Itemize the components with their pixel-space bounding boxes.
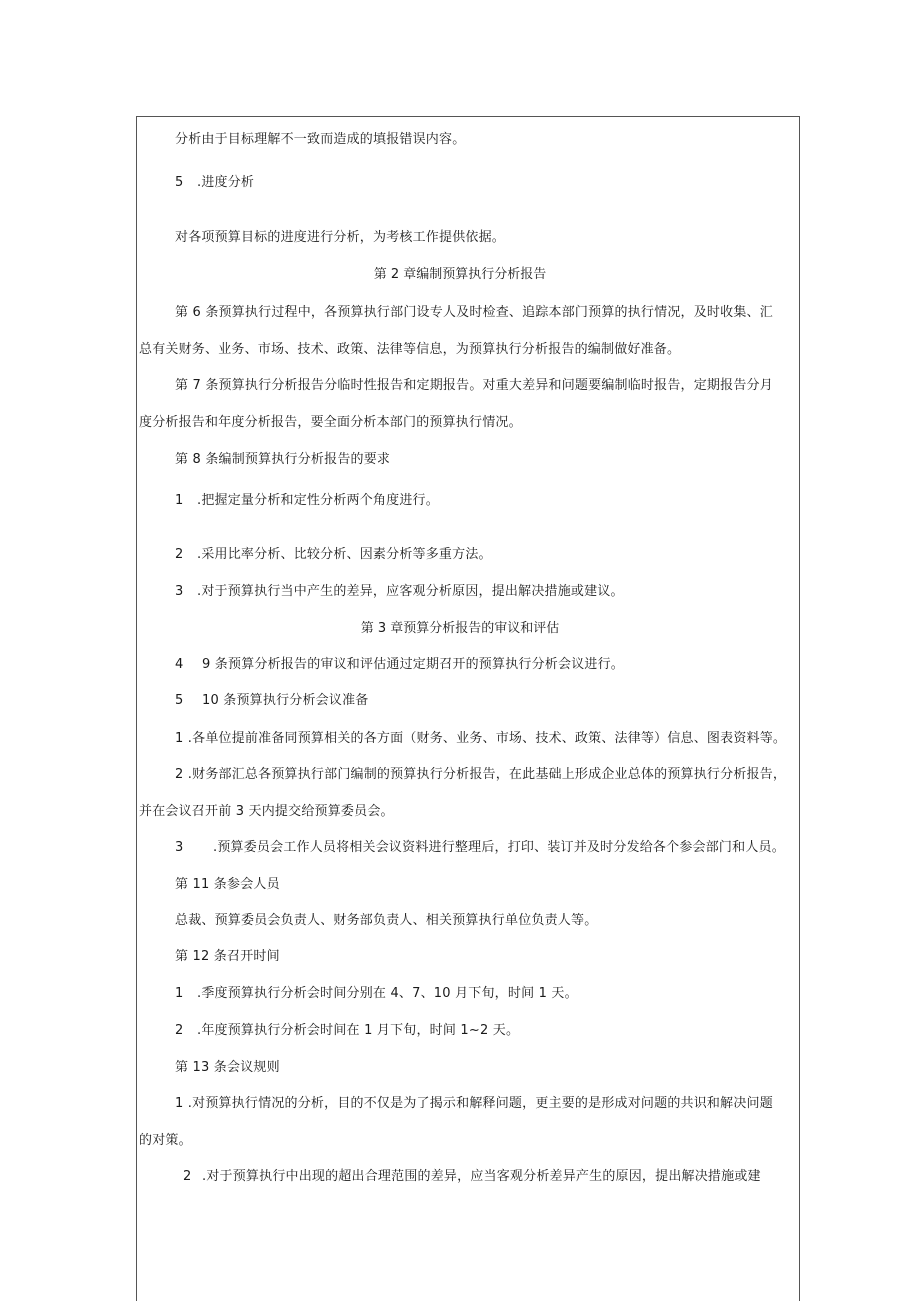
paragraph-line: 的对策。 [139,1133,192,1148]
list-number: 1 [175,493,184,508]
list-number: 2 [175,547,184,562]
list-item-text: .对于预算执行当中产生的差异，应客观分析原因，提出解决措施或建议。 [197,584,624,599]
list-number: 5 [175,693,184,708]
paragraph-line: 9 条预算分析报告的审议和评估通过定期召开的预算执行分析会议进行。 [202,657,625,672]
list-number: 4 [175,657,184,672]
paragraph-line: 分析由于目标理解不一致而造成的填报错误内容。 [175,132,466,147]
list-number: 5 [175,175,184,190]
list-number: 3 [175,584,184,599]
paragraph-line: 总有关财务、业务、市场、技术、政策、法律等信息，为预算执行分析报告的编制做好准备。 [139,342,681,357]
list-number: 2 [183,1169,192,1184]
paragraph-line: 第 6 条预算执行过程中，各预算执行部门设专人及时检查、追踪本部门预算的执行情况，及时收集、汇 [175,305,773,320]
paragraph-line: 并在会议召开前 3 天内提交给预算委员会。 [139,804,394,819]
list-number: 1 [175,986,184,1001]
list-item-text: .年度预算执行分析会时间在 1 月下旬，时间 1~2 天。 [197,1023,520,1038]
article-heading: 10 条预算执行分析会议准备 [202,693,369,708]
list-number: 3 [175,840,184,855]
list-item-text: .进度分析 [197,175,255,190]
list-item-text: .对于预算执行中出现的超出合理范围的差异，应当客观分析差异产生的原因，提出解决措施或建 [202,1169,761,1184]
list-item-text: .季度预算执行分析会时间分别在 4、7、10 月下旬，时间 1 天。 [197,986,578,1001]
list-item-text: 1 .各单位提前准备同预算相关的各方面（财务、业务、市场、技术、政策、法律等）信息、图表资料等。 [175,731,787,746]
list-item-text: .采用比率分析、比较分析、因素分析等多重方法。 [197,547,492,562]
list-item-text: .预算委员会工作人员将相关会议资料进行整理后，打印、装订并及时分发给各个参会部门和人员。 [213,840,785,855]
list-item-text: 2 .财务部汇总各预算执行部门编制的预算执行分析报告，在此基础上形成企业总体的预算执行分析报告， [175,767,787,782]
paragraph-line: 第 7 条预算执行分析报告分临时性报告和定期报告。对重大差异和问题要编制临时报告，定期报告分月 [175,378,773,393]
paragraph-line: 总裁、预算委员会负责人、财务部负责人、相关预算执行单位负责人等。 [175,913,598,928]
chapter-heading: 第 3 章预算分析报告的审议和评估 [360,621,560,636]
list-number: 2 [175,1023,184,1038]
article-heading: 第 11 条参会人员 [175,877,280,892]
article-heading: 第 8 条编制预算执行分析报告的要求 [175,452,391,467]
list-item-text: .把握定量分析和定性分析两个角度进行。 [197,493,439,508]
article-heading: 第 13 条会议规则 [175,1060,280,1075]
chapter-heading: 第 2 章编制预算执行分析报告 [373,267,547,282]
article-heading: 第 12 条召开时间 [175,949,280,964]
paragraph-line: 对各项预算目标的进度进行分析，为考核工作提供依据。 [175,230,506,245]
paragraph-line: 度分析报告和年度分析报告，要全面分析本部门的预算执行情况。 [139,415,522,430]
list-item-text: 1 .对预算执行情况的分析，目的不仅是为了揭示和解释问题，更主要的是形成对问题的共识和解决问题 [175,1096,773,1111]
